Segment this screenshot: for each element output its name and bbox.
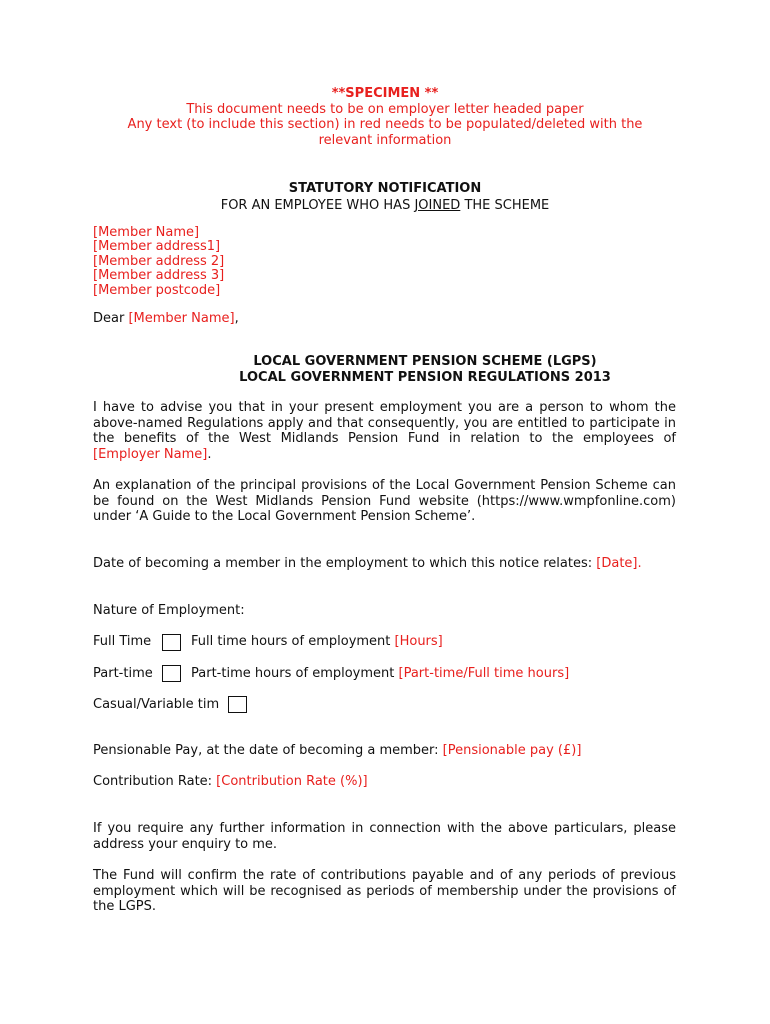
part-time-hours-placeholder: [Part-time/Full time hours] [398,666,570,681]
full-time-hours-label: Full time hours of employment [191,634,395,649]
entitlement-text: I have to advise you that in your present employment you are a person to whom the above-named Regulations apply and that consequently, you are entitled to participate in the benefits of the West Midlands Pension Fund in relation to the employees of [93,400,676,447]
specimen-title: **SPECIMEN ** [331,86,439,101]
pensionable-pay [93,743,581,759]
full-time-checkbox[interactable] [162,634,181,651]
part-time-hours [191,666,569,682]
specimen-line-1: This document needs to be on employer letter headed paper [186,101,584,117]
specimen-notice [0,86,770,148]
member-name-line: [Member Name] [93,225,200,240]
scheme-heading-line-2: LOCAL GOVERNMENT PENSION REGULATIONS 2013 [239,369,611,385]
entitlement-paragraph [93,400,676,462]
member-address-block [93,226,224,298]
casual-variable-label: Casual/Variable tim [93,697,220,712]
member-postcode-line: [Member postcode] [93,282,221,298]
employer-name-placeholder: [Employer Name] [93,446,208,462]
full-time-label: Full Time [93,634,152,649]
contribution-rate-label: Contribution Rate: [93,774,217,789]
membership-date-text: Date of becoming a member in the employment to which this notice relates: [93,556,597,571]
part-time-label: Part-time [93,666,153,681]
nature-of-employment-label: Nature of Employment: [93,603,245,618]
scheme-heading-line-1: LOCAL GOVERNMENT PENSION SCHEME (LGPS) [253,354,597,369]
contribution-rate-placeholder: [Contribution Rate (%)] [216,774,368,789]
part-time-checkbox[interactable] [162,665,181,682]
salutation [93,311,239,327]
explanation-paragraph: An explanation of the principal provisions of the Local Government Pension Scheme can be found on the West Midlands Pension Fund website (https://www.wmpfonline.com) under ‘A Guide to the Local Government Pension Scheme’. [93,478,676,525]
member-address-line-3: [Member address 3] [93,268,225,284]
salutation-prefix: Dear [93,311,129,326]
subtitle-text-before: FOR AN EMPLOYEE WHO HAS [220,197,415,213]
membership-date-paragraph [93,556,676,572]
notification-title-block [0,181,770,213]
casual-variable-checkbox[interactable] [228,696,247,713]
part-time-hours-label: Part-time hours of employment [191,666,399,681]
further-info-paragraph: If you require any further information in connection with the above particulars, please address your enquiry to me. [93,821,676,852]
pensionable-pay-label: Pensionable Pay, at the date of becoming a member: [93,743,443,758]
notification-subtitle [0,198,770,214]
specimen-line-2: Any text (to include this section) in red needs to be populated/deleted with the [127,117,643,133]
date-placeholder: [Date]. [596,556,642,571]
member-address-line-2: [Member address 2] [93,253,225,269]
full-time-hours [191,634,443,650]
hours-placeholder: [Hours] [394,634,443,649]
notification-title: STATUTORY NOTIFICATION [288,181,482,196]
member-address-line-1: [Member address1] [93,239,221,255]
salutation-member-name: [Member Name] [128,311,235,326]
entitlement-end: . [207,446,212,462]
subtitle-underlined-word: JOINED [414,197,461,213]
pensionable-pay-placeholder: [Pensionable pay (£)] [442,743,582,758]
contribution-rate [93,774,368,790]
scheme-heading [0,354,770,385]
specimen-line-3: relevant information [318,132,452,148]
salutation-suffix: , [234,311,239,326]
fund-confirmation-paragraph: The Fund will confirm the rate of contributions payable and of any periods of previous employment which will be recognised as periods of membership under the provisions of the LGPS. [93,868,676,915]
subtitle-text-after: THE SCHEME [460,197,550,213]
